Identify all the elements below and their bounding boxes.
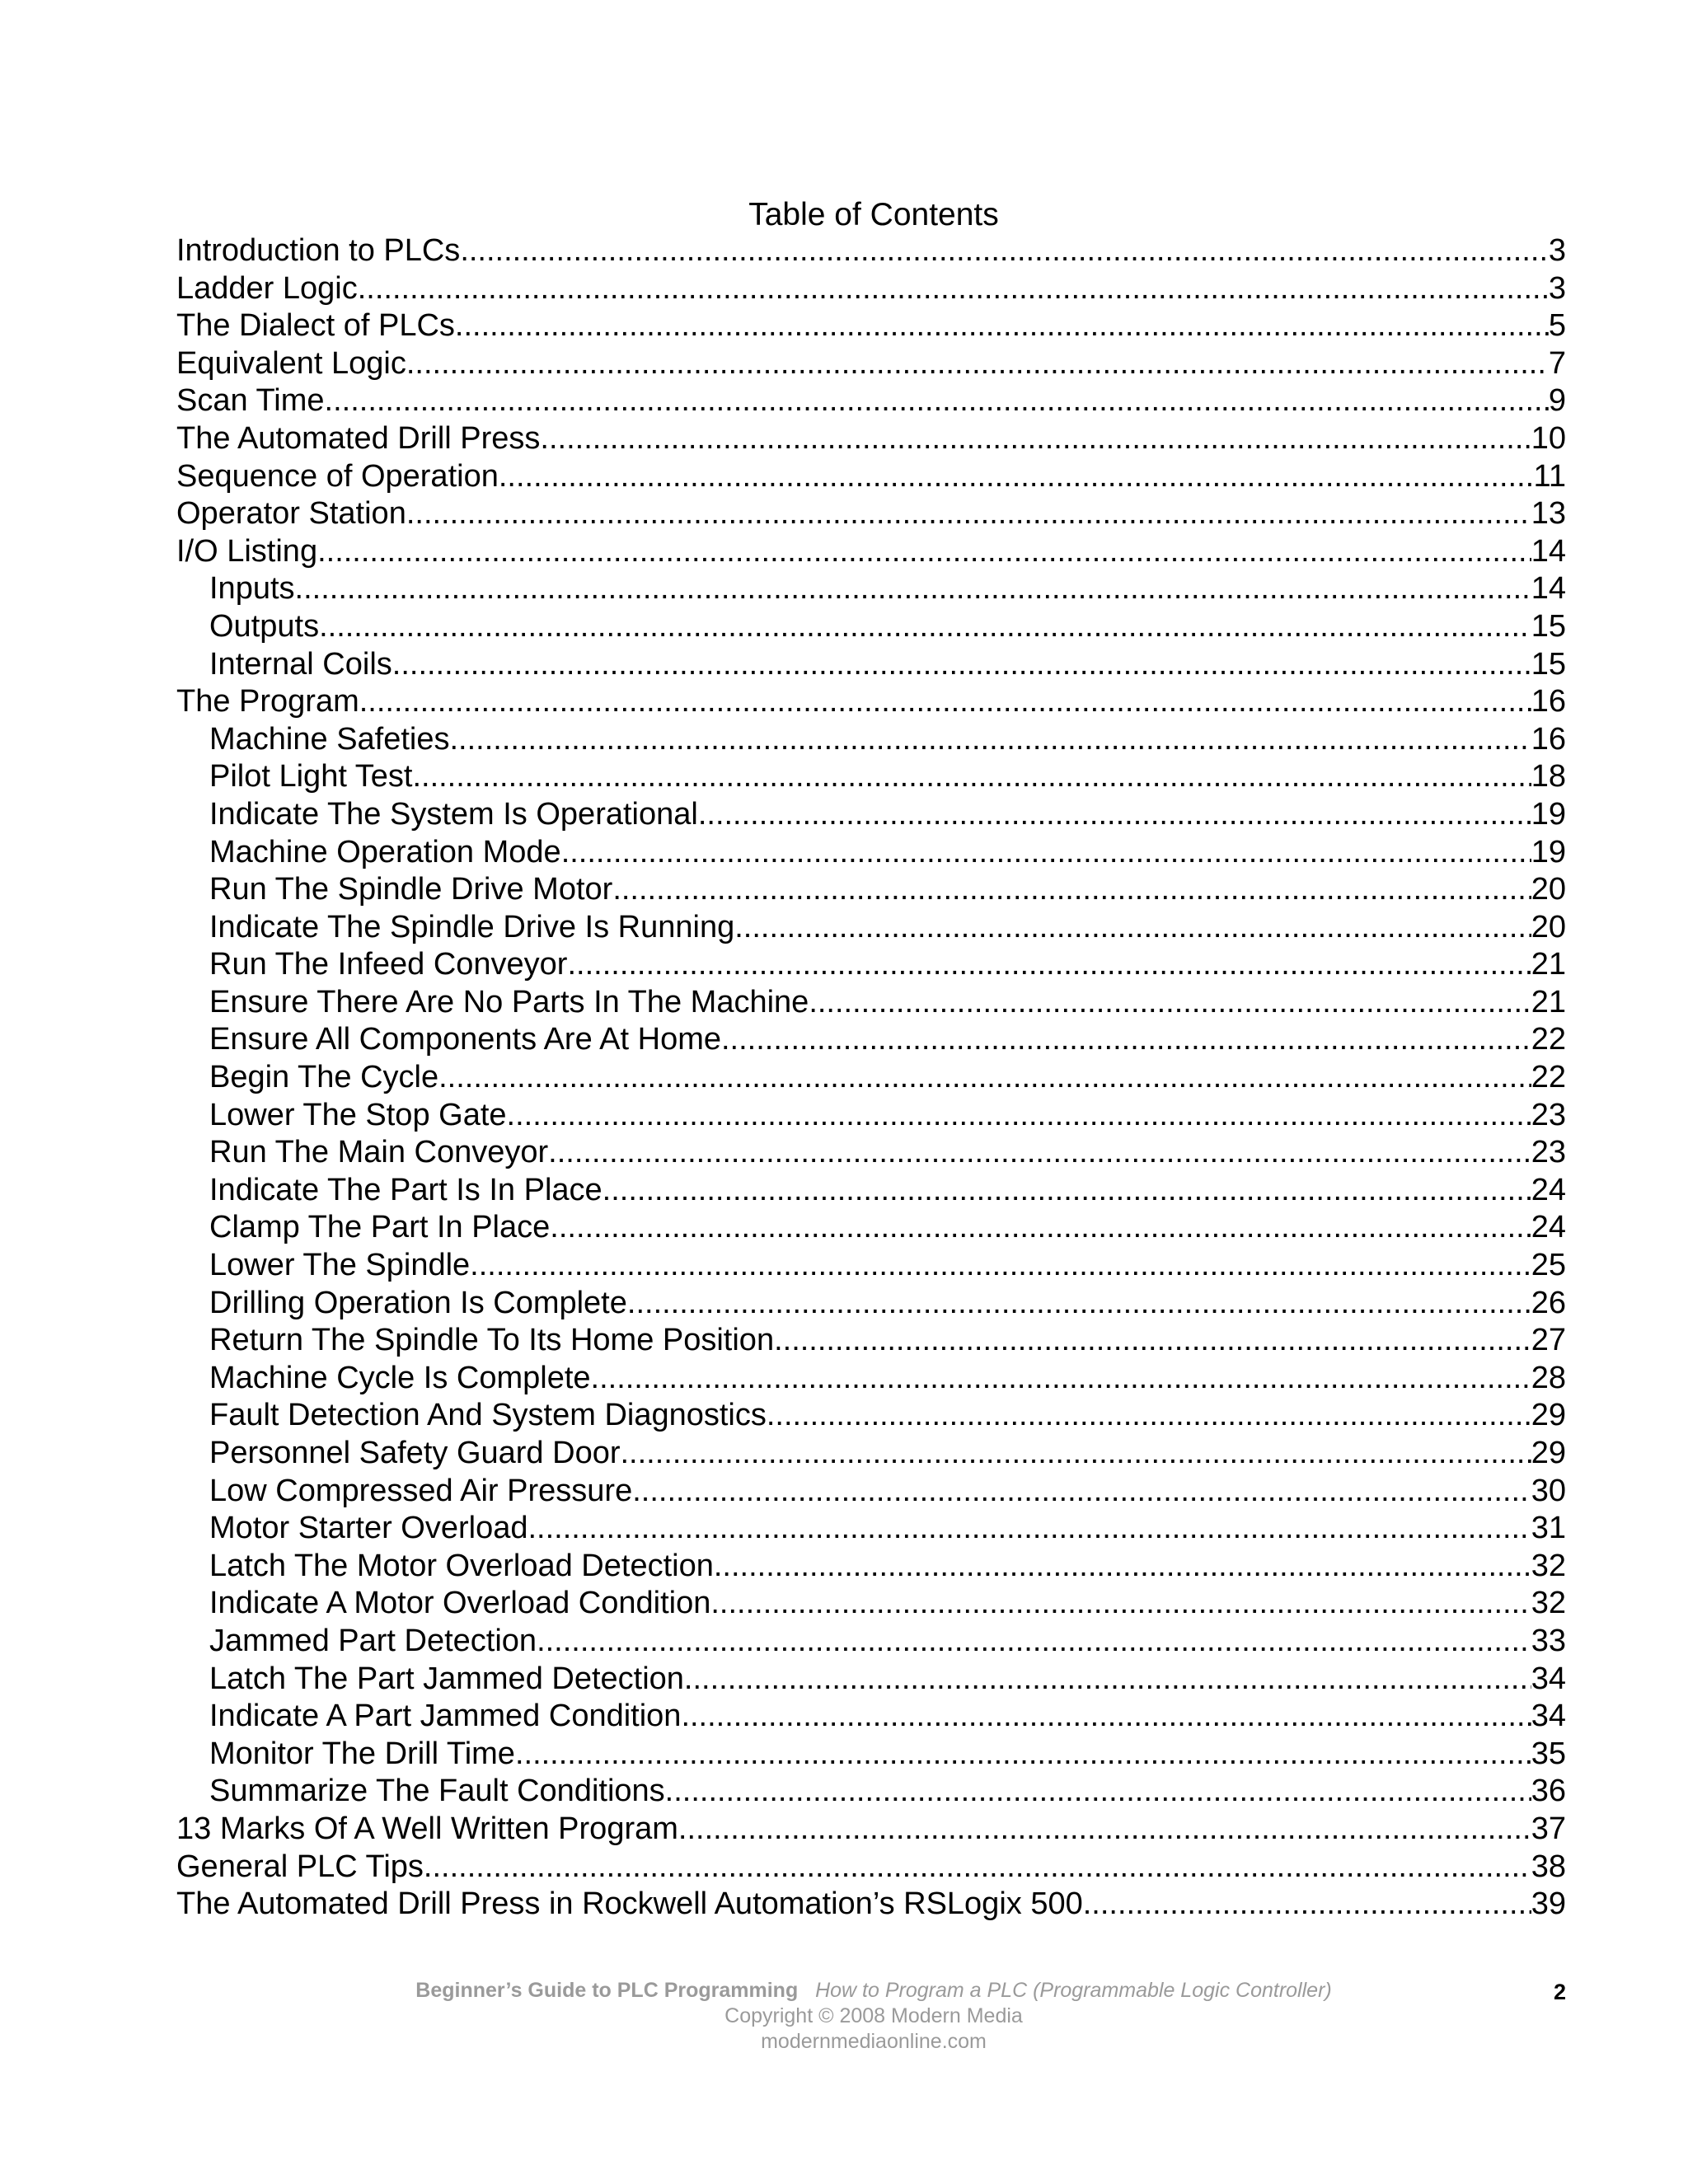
toc-entry-label: Ensure All Components Are At Home [209, 1022, 721, 1057]
toc-entry-page: 29 [1531, 1398, 1566, 1433]
toc-entry [176, 458, 1566, 496]
toc-entry [176, 345, 1566, 383]
toc-entry-label: Inputs [209, 571, 295, 607]
toc-dot-leader [621, 1435, 1531, 1473]
toc-entry-page: 20 [1531, 909, 1566, 944]
toc-entry [176, 382, 1566, 420]
toc-entry [176, 1172, 1566, 1210]
toc-dot-leader [460, 232, 1549, 270]
toc-entry [176, 1097, 1566, 1135]
toc-entry-label: Begin The Cycle [209, 1060, 439, 1095]
toc-entry-label: Return The Spindle To Its Home Position [209, 1323, 775, 1358]
toc-dot-leader [612, 871, 1531, 909]
toc-entry-page: 26 [1531, 1285, 1566, 1320]
toc-entry [176, 307, 1566, 345]
toc-entry-page: 19 [1531, 796, 1566, 832]
toc-entry [176, 1397, 1566, 1435]
toc-entry-page: 3 [1548, 270, 1566, 306]
toc-entry-label: 13 Marks Of A Well Written Program [176, 1811, 678, 1846]
toc-dot-leader [406, 345, 1549, 383]
toc-dot-leader [537, 1623, 1531, 1661]
toc-entry-label: Indicate The System Is Operational [209, 796, 698, 832]
toc-entry [176, 946, 1566, 984]
toc-title: Table of Contents [748, 197, 999, 232]
toc-dot-leader [325, 382, 1549, 420]
toc-entry-label: I/O Listing [176, 533, 318, 569]
toc-dot-leader [665, 1773, 1531, 1811]
toc-entry [176, 1473, 1566, 1511]
toc-entry-label: Drilling Operation Is Complete [209, 1285, 627, 1320]
toc-entry-page: 24 [1531, 1210, 1566, 1245]
toc-entry-label: Fault Detection And System Diagnostics [209, 1398, 767, 1433]
toc-entry-label: Run The Infeed Conveyor [209, 947, 568, 982]
toc-entry [176, 1134, 1566, 1172]
toc-entry-label: Indicate A Part Jammed Condition [209, 1699, 682, 1734]
toc-entry-page: 5 [1548, 308, 1566, 344]
toc-dot-leader [698, 796, 1531, 834]
toc-entry [176, 646, 1566, 684]
toc-entry-page: 20 [1531, 872, 1566, 907]
toc-entry-page: 36 [1531, 1774, 1566, 1809]
toc-entry [176, 1021, 1566, 1059]
toc-entry-label: Monitor The Drill Time [209, 1736, 515, 1771]
toc-entry-label: Clamp The Part In Place [209, 1210, 551, 1245]
toc-entry [176, 1360, 1566, 1398]
toc-entry-label: The Automated Drill Press [176, 420, 541, 456]
toc-entry-page: 24 [1531, 1172, 1566, 1207]
toc-dot-leader [359, 683, 1531, 721]
toc-entry-page: 30 [1531, 1473, 1566, 1508]
toc-dot-leader [774, 1322, 1531, 1360]
footer-subtitle: How to Program a PLC (Programmable Logic Controller) [815, 1979, 1332, 2002]
toc-entry [176, 758, 1566, 796]
toc-entry [176, 721, 1566, 759]
toc-entry-label: Motor Starter Overload [209, 1511, 528, 1546]
toc-entry-label: The Program [176, 684, 359, 719]
toc-entry-page: 13 [1531, 496, 1566, 532]
toc-dot-leader [678, 1811, 1531, 1849]
toc-entry [176, 1285, 1566, 1323]
toc-entry [176, 1209, 1566, 1247]
toc-entry-label: Personnel Safety Guard Door [209, 1436, 621, 1470]
toc-entry-page: 19 [1531, 834, 1566, 869]
toc-entry [176, 1736, 1566, 1774]
toc-entry-page: 28 [1531, 1360, 1566, 1395]
toc-dot-leader [591, 1360, 1531, 1398]
toc-entry-label: Pilot Light Test [209, 759, 413, 794]
toc-entry [176, 232, 1566, 270]
toc-dot-leader [358, 270, 1549, 308]
toc-entry-label: Latch The Part Jammed Detection [209, 1661, 684, 1696]
toc-entry-page: 34 [1531, 1699, 1566, 1734]
toc-dot-leader [714, 1548, 1531, 1586]
toc-entry-label: The Dialect of PLCs [176, 308, 455, 344]
toc-entry-label: Machine Cycle Is Complete [209, 1360, 591, 1395]
toc-entry-page: 38 [1531, 1849, 1566, 1884]
toc-entry [176, 1773, 1566, 1811]
toc-dot-leader [295, 570, 1531, 608]
toc-dot-leader [681, 1698, 1531, 1736]
toc-entry-page: 11 [1533, 458, 1566, 494]
footer-book-title: Beginner’s Guide to PLC Programming [415, 1979, 799, 2002]
toc-entry-page: 27 [1531, 1323, 1566, 1358]
toc-entry-label: Operator Station [176, 496, 406, 532]
toc-entry [176, 1510, 1566, 1548]
toc-dot-leader [1083, 1886, 1531, 1924]
toc-dot-leader [470, 1247, 1531, 1285]
toc-entry [176, 570, 1566, 608]
toc-entry-label: Indicate A Motor Overload Condition [209, 1586, 711, 1621]
toc-entry-label: Indicate The Part Is In Place [209, 1172, 603, 1207]
toc-entry [176, 1322, 1566, 1360]
toc-dot-leader [548, 1134, 1531, 1172]
toc-entry-page: 34 [1531, 1661, 1566, 1696]
toc-entry-label: The Automated Drill Press in Rockwell Automation’s RSLogix 500 [176, 1886, 1083, 1922]
toc-entry [176, 1435, 1566, 1473]
toc-entry-page: 25 [1531, 1248, 1566, 1283]
toc-dot-leader [424, 1849, 1531, 1886]
toc-entry-page: 14 [1531, 533, 1566, 569]
toc-dot-leader [567, 946, 1531, 984]
toc-dot-leader [540, 420, 1531, 458]
toc-dot-leader [319, 608, 1531, 646]
toc-entry-label: Run The Main Conveyor [209, 1135, 549, 1170]
toc-dot-leader [412, 758, 1531, 796]
toc-entry-label: Internal Coils [209, 646, 392, 682]
footer-website: modernmediaonline.com [761, 2030, 987, 2053]
toc-dot-leader [734, 909, 1531, 947]
toc-dot-leader [392, 646, 1531, 684]
toc-entry-page: 15 [1531, 646, 1566, 682]
toc-dot-leader [809, 984, 1531, 1022]
toc-entry-page: 16 [1531, 721, 1566, 757]
toc-entry [176, 1623, 1566, 1661]
toc-list [176, 232, 1566, 1924]
toc-dot-leader [528, 1510, 1531, 1548]
toc-entry-label: Machine Safeties [209, 721, 450, 757]
toc-entry-page: 16 [1531, 684, 1566, 719]
toc-dot-leader [406, 495, 1531, 533]
toc-dot-leader [767, 1397, 1531, 1435]
toc-dot-leader [627, 1285, 1531, 1323]
toc-entry-page: 22 [1531, 1060, 1566, 1095]
toc-entry-label: Indicate The Spindle Drive Is Running [209, 909, 735, 944]
toc-entry-label: General PLC Tips [176, 1849, 424, 1884]
toc-entry-page: 9 [1548, 383, 1566, 419]
toc-entry [176, 270, 1566, 308]
toc-entry-page: 31 [1531, 1511, 1566, 1546]
toc-entry [176, 871, 1566, 909]
toc-entry-page: 21 [1531, 984, 1566, 1019]
toc-entry-page: 3 [1548, 233, 1566, 268]
toc-entry-label: Ladder Logic [176, 270, 358, 306]
toc-entry-page: 23 [1531, 1135, 1566, 1170]
toc-dot-leader [499, 458, 1534, 496]
toc-dot-leader [632, 1473, 1531, 1511]
toc-entry [176, 608, 1566, 646]
toc-entry-page: 37 [1531, 1811, 1566, 1846]
toc-entry [176, 1059, 1566, 1097]
toc-dot-leader [450, 721, 1531, 759]
toc-entry-label: Lower The Spindle [209, 1248, 471, 1283]
toc-entry-label: Introduction to PLCs [176, 233, 461, 268]
toc-entry [176, 683, 1566, 721]
toc-entry [176, 533, 1566, 571]
toc-dot-leader [561, 834, 1531, 872]
toc-entry-label: Ensure There Are No Parts In The Machine [209, 984, 809, 1019]
toc-entry-page: 21 [1531, 947, 1566, 982]
toc-entry [176, 834, 1566, 872]
toc-entry-page: 14 [1531, 571, 1566, 607]
toc-dot-leader [684, 1661, 1531, 1699]
toc-dot-leader [438, 1059, 1531, 1097]
toc-entry [176, 420, 1566, 458]
toc-entry [176, 1811, 1566, 1849]
toc-dot-leader [603, 1172, 1531, 1210]
toc-entry [176, 1661, 1566, 1699]
toc-entry-label: Machine Operation Mode [209, 834, 561, 869]
toc-entry-page: 35 [1531, 1736, 1566, 1771]
toc-dot-leader [507, 1097, 1531, 1135]
toc-entry-page: 32 [1531, 1586, 1566, 1621]
toc-entry-label: Summarize The Fault Conditions [209, 1774, 665, 1809]
toc-entry-page: 7 [1548, 345, 1566, 381]
toc-entry-page: 10 [1531, 420, 1566, 456]
toc-entry-page: 32 [1531, 1548, 1566, 1583]
toc-entry [176, 1585, 1566, 1623]
toc-entry [176, 1247, 1566, 1285]
toc-entry-label: Outputs [209, 608, 320, 644]
toc-entry [176, 495, 1566, 533]
toc-dot-leader [455, 307, 1549, 345]
toc-dot-leader [515, 1736, 1531, 1774]
toc-dot-leader [317, 533, 1531, 571]
toc-entry-page: 15 [1531, 608, 1566, 644]
toc-entry-page: 33 [1531, 1623, 1566, 1658]
toc-entry [176, 1886, 1566, 1924]
toc-entry-label: Latch The Motor Overload Detection [209, 1548, 714, 1583]
footer-separator [804, 1979, 809, 2002]
toc-entry-label: Scan Time [176, 383, 325, 419]
toc-entry-label: Jammed Part Detection [209, 1623, 537, 1658]
toc-entry-page: 22 [1531, 1022, 1566, 1057]
toc-entry-page: 39 [1531, 1886, 1566, 1922]
toc-entry-page: 18 [1531, 759, 1566, 794]
toc-dot-leader [710, 1585, 1531, 1623]
page-number: 2 [1553, 1980, 1566, 2004]
toc-entry-page: 29 [1531, 1436, 1566, 1470]
toc-entry [176, 909, 1566, 947]
toc-entry-label: Equivalent Logic [176, 345, 406, 381]
toc-entry-label: Low Compressed Air Pressure [209, 1473, 633, 1508]
toc-entry [176, 1548, 1566, 1586]
toc-entry [176, 796, 1566, 834]
toc-entry-label: Run The Spindle Drive Motor [209, 872, 613, 907]
toc-entry [176, 1698, 1566, 1736]
toc-entry [176, 984, 1566, 1022]
footer-copyright: Copyright © 2008 Modern Media [724, 2004, 1023, 2027]
toc-dot-leader [721, 1021, 1531, 1059]
footer-title-line [0, 1978, 1688, 2003]
toc-entry [176, 1849, 1566, 1886]
toc-dot-leader [550, 1209, 1531, 1247]
toc-entry-label: Lower The Stop Gate [209, 1097, 507, 1132]
toc-entry-label: Sequence of Operation [176, 458, 499, 494]
toc-entry-page: 23 [1531, 1097, 1566, 1132]
